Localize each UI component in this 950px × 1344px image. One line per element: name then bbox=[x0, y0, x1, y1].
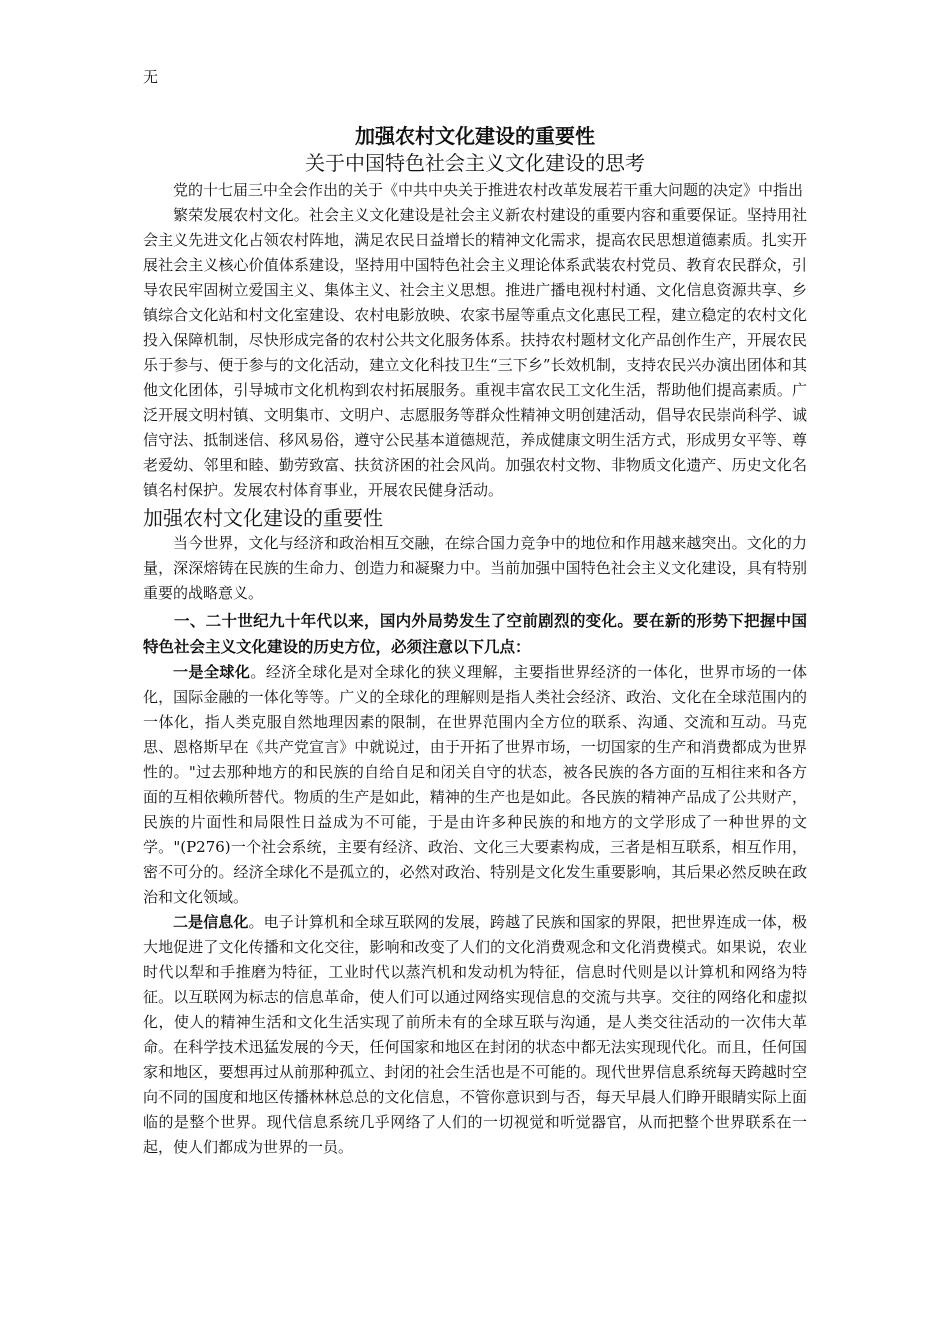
informatization-text: 。电子计算机和全球互联网的发展，跨越了民族和国家的界限，把世界连成一体，极大地促进了文化传播和文化交往，影响和改变了人们的文化消费观念和文化消费模式。如果说，农业时代以犁和手推磨为特征，工业时代以蒸汽机和发动机为特征，信息时代则是以计算机和网络为特征。以互联网为标志的信息革命，使人们可以通过网络实现信息的交流与共享。交往的网络化和虚拟化，使人的精神生活和文化生活实现了前所未有的全球互联与沟通，是人类交往活动的一次伟大革命。在科学技术迅猛发展的今天，任何国家和地区在封闭的状态中都无法实现现代化。而且，任何国家和地区，要想再过从前那种孤立、封闭的社会生活也是不可能的。现代世界信息系统每天跨越时空向不同的国度和地区传播林林总总的文化信息，不管你意识到与否，每天早晨人们睁开眼睛实际上面临的是整个世界。现代信息系统几乎网络了人们的一切视觉和听觉器官，从而把整个世界联系在一起，使人们都成为世界的一员。 bbox=[143, 913, 807, 1156]
document-body bbox=[143, 122, 807, 1160]
informatization-paragraph bbox=[143, 910, 807, 1160]
point-one-heading: 一、二十世纪九十年代以来，国内外局势发生了空前剧烈的变化。要在新的形势下把握中国特色社会主义文化建设的历史方位，必须注意以下几点： bbox=[143, 611, 807, 656]
globalization-paragraph bbox=[143, 660, 807, 910]
decision-quote-paragraph: 繁荣发展农村文化。社会主义文化建设是社会主义新农村建设的重要内容和重要保证。坚持用社会主义先进文化占领农村阵地，满足农民日益增长的精神文化需求，提高农民思想道德素质。扎实开展社会主义核心价值体系建设，坚持用中国特色社会主义理论体系武装农村党员、教育农民群众，引导农民牢固树立爱国主义、集体主义、社会主义思想。推进广播电视村村通、文化信息资源共享、乡镇综合文化站和村文化室建设、农村电影放映、农家书屋等重点文化惠民工程，建立稳定的农村文化投入保障机制，尽快形成完备的农村公共文化服务体系。扶持农村题材文化产品创作生产，开展农民乐于参与、便于参与的文化活动，建立文化科技卫生“三下乡”长效机制，支持农民兴办演出团体和其他文化团体，引导城市文化机构到农村拓展服务。重视丰富农民工文化生活，帮助他们提高素质。广泛开展文明村镇、文明集市、文明户、志愿服务等群众性精神文明创建活动，倡导农民崇尚科学、诚信守法、抵制迷信、移风易俗，遵守公民基本道德规范，养成健康文明生活方式，形成男女平等、尊老爱幼、邻里和睦、勤劳致富、扶贫济困的社会风尚。加强农村文物、非物质文化遗产、历史文化名镇名村保护。发展农村体育事业，开展农民健身活动。 bbox=[143, 206, 807, 499]
globalization-lead: 一是全球化 bbox=[173, 663, 251, 681]
document-subtitle: 关于中国特色社会主义文化建设的思考 bbox=[305, 151, 645, 175]
section-heading: 加强农村文化建设的重要性 bbox=[143, 506, 383, 530]
header-note: 无 bbox=[143, 68, 159, 86]
informatization-lead: 二是信息化 bbox=[173, 913, 249, 931]
intro-paragraph: 党的十七届三中全会作出的关于《中共中央关于推进农村改革发展若干重大问题的决定》中指出 bbox=[173, 181, 804, 199]
culture-importance-paragraph: 当今世界，文化与经济和政治相互交融，在综合国力竞争中的地位和作用越来越突出。文化的力量，深深熔铸在民族的生命力、创造力和凝聚力中。当前加强中国特色社会主义文化建设，具有特别重要的战略意义。 bbox=[143, 534, 807, 602]
document-title: 加强农村文化建设的重要性 bbox=[355, 124, 595, 148]
globalization-text: 。经济全球化是对全球化的狭义理解，主要指世界经济的一体化，世界市场的一体化，国际金融的一体化等等。广义的全球化的理解则是指人类社会经济、政治、文化在全球范围内的一体化，指人类克服自然地理因素的限制，在世界范围内全方位的联系、沟通、交流和互动。马克思、恩格斯早在《共产党宣言》中就说过，由于开拓了世界市场，一切国家的生产和消费都成为世界性的。"过去那种地方的和民族的自给自足和闭关自守的状态，被各民族的各方面的互相往来和各方面的互相依赖所替代。物质的生产是如此，精神的生产也是如此。各民族的精神产品成了公共财产，民族的片面性和局限性日益成为不可能，于是由许多种民族的和地方的文学形成了一种世界的文学。"(P276)一个社会系统，主要有经济、政治、文化三大要素构成，三者是相互联系，相互作用，密不可分的。经济全球化不是孤立的，必然对政治、特别是文化发生重要影响，其后果必然反映在政治和文化领域。 bbox=[143, 663, 807, 906]
